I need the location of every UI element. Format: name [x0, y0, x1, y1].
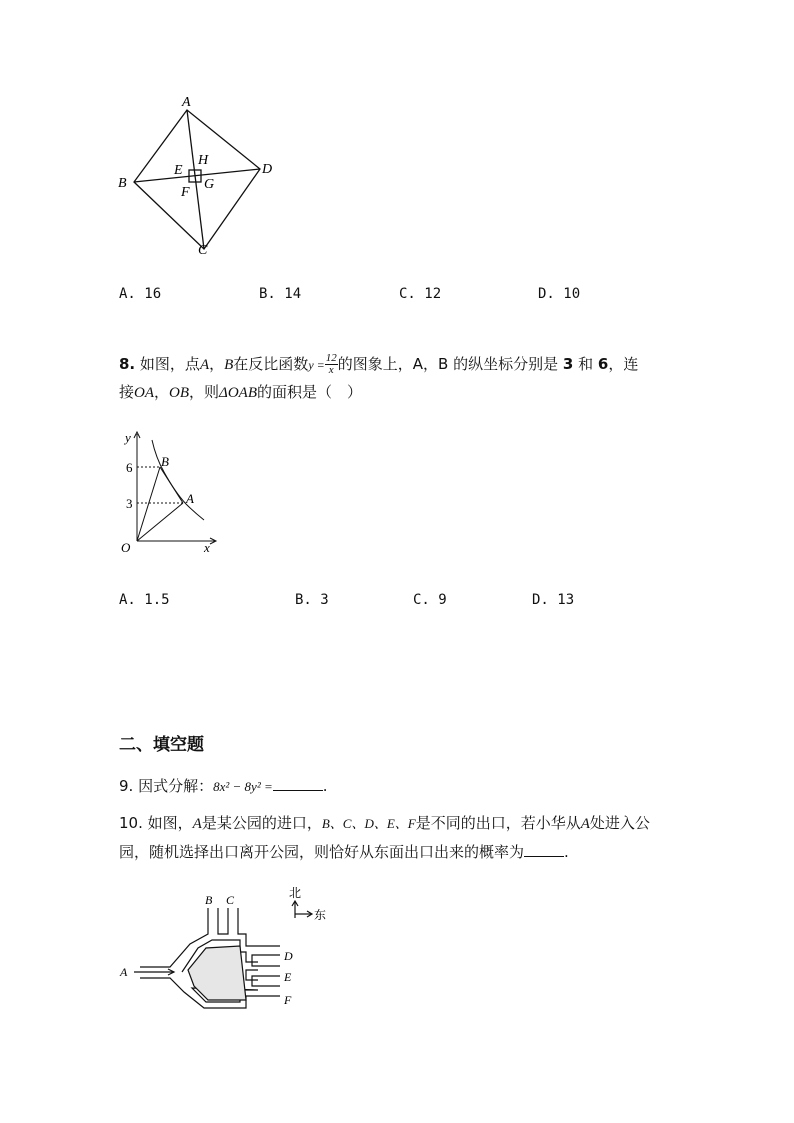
- label-E: E: [174, 163, 183, 178]
- label-D: D: [262, 162, 273, 177]
- map-label-B: B: [205, 893, 213, 907]
- q9-answer-blank[interactable]: [273, 776, 323, 791]
- diagonal-bd: [134, 169, 260, 182]
- label-A: A: [182, 95, 191, 110]
- map-label-E: E: [284, 970, 292, 984]
- label-F: F: [181, 185, 190, 200]
- map-label-A: A: [120, 965, 128, 979]
- axis-label-y: y: [125, 430, 131, 445]
- map-label-D: D: [284, 949, 293, 963]
- fraction-12-over-x: $\frac{12}{x}$: [325, 352, 337, 376]
- q9-stem: 9. 因式分解：8x² − 8y² = .: [119, 777, 328, 795]
- section-title-fill-in: 二、填空题: [119, 735, 204, 755]
- axis-label-x: x: [204, 540, 210, 555]
- label-C: C: [198, 243, 208, 258]
- origin-label: O: [121, 540, 131, 555]
- segment-OB: [137, 467, 160, 541]
- map-label-F: F: [284, 993, 292, 1007]
- q10-stem-line2: 园，随机选择出口离开公园，则恰好从东面出口出来的概率为 .: [119, 843, 569, 861]
- q7-choice-d[interactable]: D. 10: [538, 286, 581, 302]
- q7-choice-a[interactable]: A. 16: [119, 286, 162, 302]
- label-H: H: [198, 153, 209, 168]
- tick-label-6: 6: [126, 460, 133, 475]
- q10-park-map-figure: [112, 882, 337, 1017]
- segment-AB: [160, 467, 183, 503]
- map-label-C: C: [226, 893, 235, 907]
- q7-square-figure: [112, 92, 282, 262]
- label-B: B: [118, 176, 127, 191]
- q8-choice-a[interactable]: A. 1.5: [119, 592, 170, 608]
- q8-choice-d[interactable]: D. 13: [532, 592, 575, 608]
- label-G: G: [204, 177, 215, 192]
- point-label-B: B: [161, 454, 169, 469]
- map-label-east: 东: [314, 908, 327, 922]
- q7-choice-b[interactable]: B. 14: [259, 286, 302, 302]
- q10-answer-blank[interactable]: [524, 842, 564, 857]
- q7-choice-c[interactable]: C. 12: [399, 286, 442, 302]
- q8-choice-c[interactable]: C. 9: [413, 592, 447, 608]
- q10-stem-line1: 10. 如图，A是某公园的进口，B、C、D、E、F是不同的出口，若小华从A处进入公: [119, 814, 650, 832]
- q8-stem-line2: 接OA，OB，则ΔOAB的面积是（ ）: [119, 383, 363, 401]
- q8-choice-b[interactable]: B. 3: [295, 592, 329, 608]
- map-label-north: 北: [289, 886, 302, 900]
- point-label-A: A: [186, 491, 194, 506]
- q8-graph-figure: [112, 428, 222, 556]
- hyperbola-curve: [152, 440, 204, 520]
- segment-OA: [137, 503, 183, 541]
- tick-label-3: 3: [126, 496, 133, 511]
- q8-stem-line1: 8. 如图，点A，B在反比函数y = $\frac{12}{x}$ 的图象上，A，B 的纵坐标分别是 3 和 6，连: [119, 352, 639, 376]
